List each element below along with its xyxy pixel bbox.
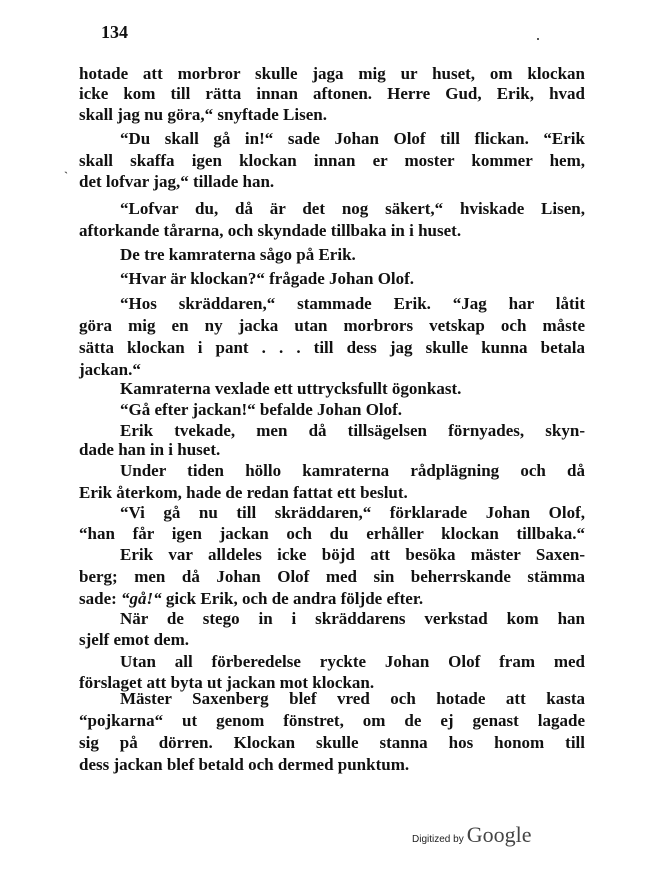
text-line: förslaget att byta ut jackan mot klockan. [79, 673, 375, 692]
text-line: hotade att morbror skulle jaga mig ur huset, om klockan [79, 64, 585, 83]
margin-mark: ˎ [64, 160, 68, 174]
text-line: “pojkarna“ ut genom fönstret, om de ej genast lagade [79, 711, 585, 730]
text-line: skall skaffa igen klockan innan er moster kommer hem, [79, 151, 585, 170]
text-line: “Lofvar du, då är det nog säkert,“ hviskade Lisen, [120, 199, 585, 218]
text-line: “Du skall gå in!“ sade Johan Olof till flickan. “Erik [120, 129, 585, 148]
text-line: Kamraterna vexlade ett uttrycksfullt ögonkast. [120, 379, 462, 398]
google-logo: Google [466, 822, 532, 847]
text-line: Utan all förberedelse ryckte Johan Olof fram med [120, 652, 585, 671]
text-line: icke kom till rätta innan aftonen. Herre Gud, Erik, hvad [79, 84, 585, 103]
digitized-by-google [412, 822, 531, 848]
text-line: De tre kamraterna sågo på Erik. [120, 245, 356, 264]
text-line: Erik var alldeles icke böjd att besöka mäster Saxen- [120, 545, 585, 564]
text-line: “Hos skräddaren,“ stammade Erik. “Jag har låtit [120, 294, 585, 313]
digitized-by-label: Digitized by [412, 834, 464, 845]
text-line: Under tiden höllo kamraterna rådplägning och då [120, 461, 585, 480]
text-fragment-after: gick Erik, och de andra följde efter. [161, 589, 424, 608]
text-line: aftorkande tårarna, och skyndade tillbaka in i huset. [79, 221, 462, 240]
text-line: jackan.“ [79, 360, 141, 379]
page-number: 134 [101, 22, 128, 42]
text-line: “han får igen jackan och du erhåller klockan tillbaka.“ [79, 524, 585, 543]
text-line: Erik tvekade, men då tillsägelsen förnyades, skyn- [120, 421, 585, 440]
text-line: “Gå efter jackan!“ befalde Johan Olof. [120, 400, 403, 419]
text-line: sätta klockan i pant . . . till dess jag skulle kunna betala [79, 338, 585, 357]
text-line: “Vi gå nu till skräddaren,“ förklarade Johan Olof, [120, 503, 585, 522]
text-line: Erik återkom, hade de redan fattat ett beslut. [79, 483, 408, 502]
text-fragment-italic: “gå!“ [121, 589, 162, 608]
text-line: När de stego in i skräddarens verkstad kom han [120, 609, 585, 628]
text-line: “Hvar är klockan?“ frågade Johan Olof. [120, 269, 415, 288]
text-line: dess jackan blef betald och dermed punktum. [79, 755, 410, 774]
text-line: sjelf emot dem. [79, 630, 189, 649]
text-fragment-before: sade: [79, 589, 122, 608]
text-line: Mäster Saxenberg blef vred och hotade att kasta [120, 689, 585, 708]
text-line: dade han in i huset. [79, 440, 221, 459]
text-line [79, 589, 585, 611]
text-line: berg; men då Johan Olof med sin beherrskande stämma [79, 567, 585, 586]
text-line: göra mig en ny jacka utan morbrors vetskap och måste [79, 316, 585, 335]
text-line: sig på dörren. Klockan skulle stanna hos honom till [79, 733, 585, 752]
text-line: det lofvar jag,“ tillade han. [79, 172, 275, 191]
text-line: skall jag nu göra,“ snyftade Lisen. [79, 105, 327, 124]
scan-speck [537, 38, 539, 40]
